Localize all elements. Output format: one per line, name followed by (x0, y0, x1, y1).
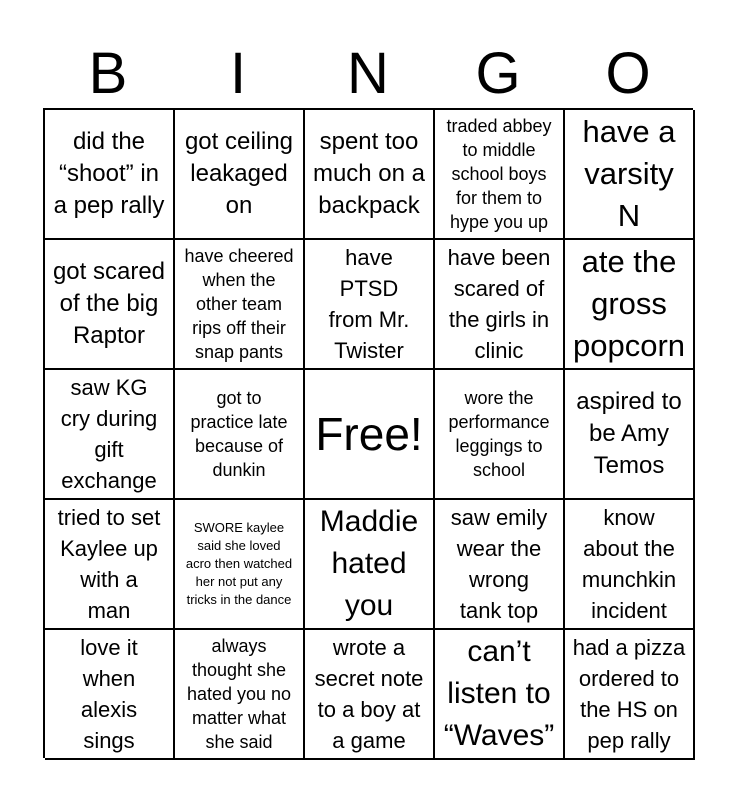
header-letter-o: O (605, 41, 651, 106)
cell-text: got scared of the big Raptor (52, 258, 166, 349)
cell-text: have a varsity N (582, 114, 676, 233)
cell-text: did the “shoot” in a pep rally (53, 128, 165, 219)
bingo-cell (565, 630, 695, 760)
bingo-cell (435, 630, 565, 760)
cell-text: tried to set Kaylee up with a man (57, 505, 161, 623)
cell-text: love it when alexis sings (80, 635, 138, 753)
cell-text: wore the performance leggings to school (448, 388, 550, 480)
cell-text: got ceiling leakaged on (184, 128, 294, 219)
cell-text: spent too much on a backpack (312, 128, 426, 219)
cell-text: traded abbey to middle school boys for them to hype you up (446, 116, 552, 232)
header-letter-n: N (347, 41, 389, 106)
cell-text: had a pizza ordered to the HS on pep rally (572, 635, 686, 753)
bingo-cell (305, 240, 435, 370)
bingo-cell (45, 370, 175, 500)
bingo-grid (43, 108, 693, 758)
cell-text: aspired to be Amy Temos (576, 388, 682, 479)
bingo-cell (565, 240, 695, 370)
bingo-cell (45, 500, 175, 630)
bingo-header (43, 40, 693, 108)
header-letter-g: G (475, 41, 521, 106)
bingo-cell (435, 110, 565, 240)
cell-text: know about the munchkin incident (581, 505, 677, 623)
cell-text: have cheered when the other team rips off their snap pants (184, 246, 294, 362)
bingo-cell (175, 240, 305, 370)
bingo-cell (305, 110, 435, 240)
bingo-cell (175, 110, 305, 240)
cell-text: SWORE kaylee said she loved acro then watched her not put any tricks in the dance (185, 520, 293, 607)
bingo-cell (175, 630, 305, 760)
bingo-cell (435, 500, 565, 630)
header-letter-b: B (88, 41, 128, 106)
cell-text: wrote a secret note to a boy at a game (314, 635, 424, 753)
bingo-cell (175, 370, 305, 500)
bingo-cell (565, 110, 695, 240)
bingo-cell (565, 500, 695, 630)
bingo-cell (45, 240, 175, 370)
free-space (305, 370, 435, 500)
bingo-cell (435, 370, 565, 500)
bingo-cell (45, 630, 175, 760)
cell-text: can’t listen to “Waves” (443, 635, 555, 752)
cell-text: got to practice late because of dunkin (190, 388, 288, 480)
bingo-cell (45, 110, 175, 240)
bingo-cell (305, 630, 435, 760)
bingo-cell (435, 240, 565, 370)
cell-text: saw KG cry during gift exchange (60, 375, 158, 493)
cell-text: always thought she hated you no matter what she said (186, 636, 292, 752)
bingo-cell (175, 500, 305, 630)
header-letter-i: I (229, 41, 247, 106)
cell-text: ate the gross popcorn (572, 244, 686, 363)
cell-text: have PTSD from Mr. Twister (328, 245, 410, 363)
cell-text: Maddie hated you (319, 505, 419, 622)
cell-text: saw emily wear the wrong tank top (450, 505, 548, 623)
cell-text: have been scared of the girls in clinic (447, 245, 551, 363)
bingo-cell (565, 370, 695, 500)
bingo-cell (305, 500, 435, 630)
cell-text: Free! (315, 408, 423, 460)
